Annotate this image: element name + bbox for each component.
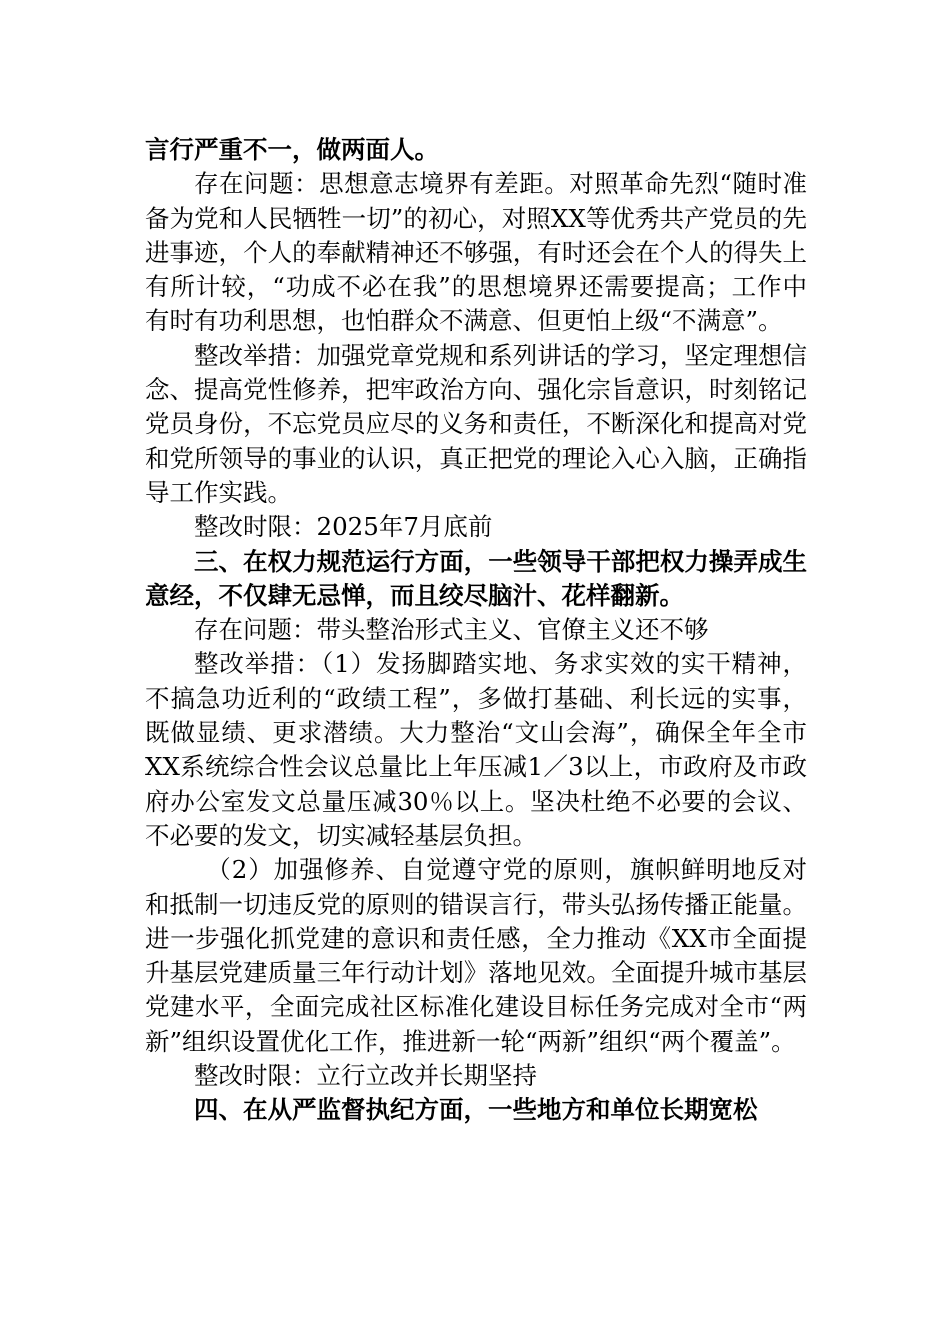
- paragraph-intro-continuation: 言行严重不一，做两面人。: [145, 135, 439, 164]
- section-heading-power: 三、在权力规范运行方面，一些领导干部把权力操弄成生意经，不仅肆无忌惮，而且绞尽脑汁、花样翻新。: [145, 546, 807, 610]
- paragraph-measures-ideology: 整改举措：加强党章党规和系列讲话的学习，坚定理想信念、提高党性修养，把牢政治方向、强化宗旨意识，时刻铭记党员身份，不忘党员应尽的义务和责任，不断深化和提高对党和党所领导的事业的认识，真正把党的理论入心入脑，正确指导工作实践。: [145, 340, 807, 507]
- paragraph-problem-ideology: 存在问题：思想意志境界有差距。对照革命先烈“随时准备为党和人民牺牲一切”的初心，对照XX等优秀共产党员的先进事迹，个人的奉献精神还不够强，有时还会在个人的得失上有所计较，“功成不必在我”的思想境界还需要提高；工作中有时有功利思想，也怕群众不满意、但更怕上级“不满意”。: [145, 169, 807, 336]
- paragraph-problem-formalism: 存在问题：带头整治形式主义、官僚主义还不够: [194, 615, 709, 645]
- paragraph-deadline-1: 整改时限：2025年7月底前: [194, 512, 493, 542]
- paragraph-measures-2: （2）加强修养、自觉遵守党的原则，旗帜鲜明地反对和抵制一切违反党的原则的错误言行，带头弘扬传播正能量。进一步强化抓党建的意识和责任感，全力推动《XX市全面提升基层党建质量三年行动计划》落地见效。全面提升城市基层党建水平，全面完成社区标准化建设目标任务完成对全市“两新”组织设置优化工作，推进新一轮“两新”组织“两个覆盖”。: [145, 855, 807, 1056]
- paragraph-deadline-2: 整改时限：立行立改并长期坚持: [194, 1061, 537, 1091]
- paragraph-measures-1: 整改举措：（1）发扬脚踏实地、务求实效的实干精神，不搞急功近利的“政绩工程”，多做打基础、利长远的实事，既做显绩、更求潜绩。大力整治“文山会海”，确保全年全市XX系统综合性会议总量比上年压减1／3以上，市政府及市政府办公室发文总量压减30％以上。坚决杜绝不必要的会议、不必要的发文，切实减轻基层负担。: [145, 649, 807, 850]
- document-body: [145, 133, 807, 1128]
- section-heading-supervision: 四、在从严监督执纪方面，一些地方和单位长期宽松: [194, 1095, 758, 1125]
